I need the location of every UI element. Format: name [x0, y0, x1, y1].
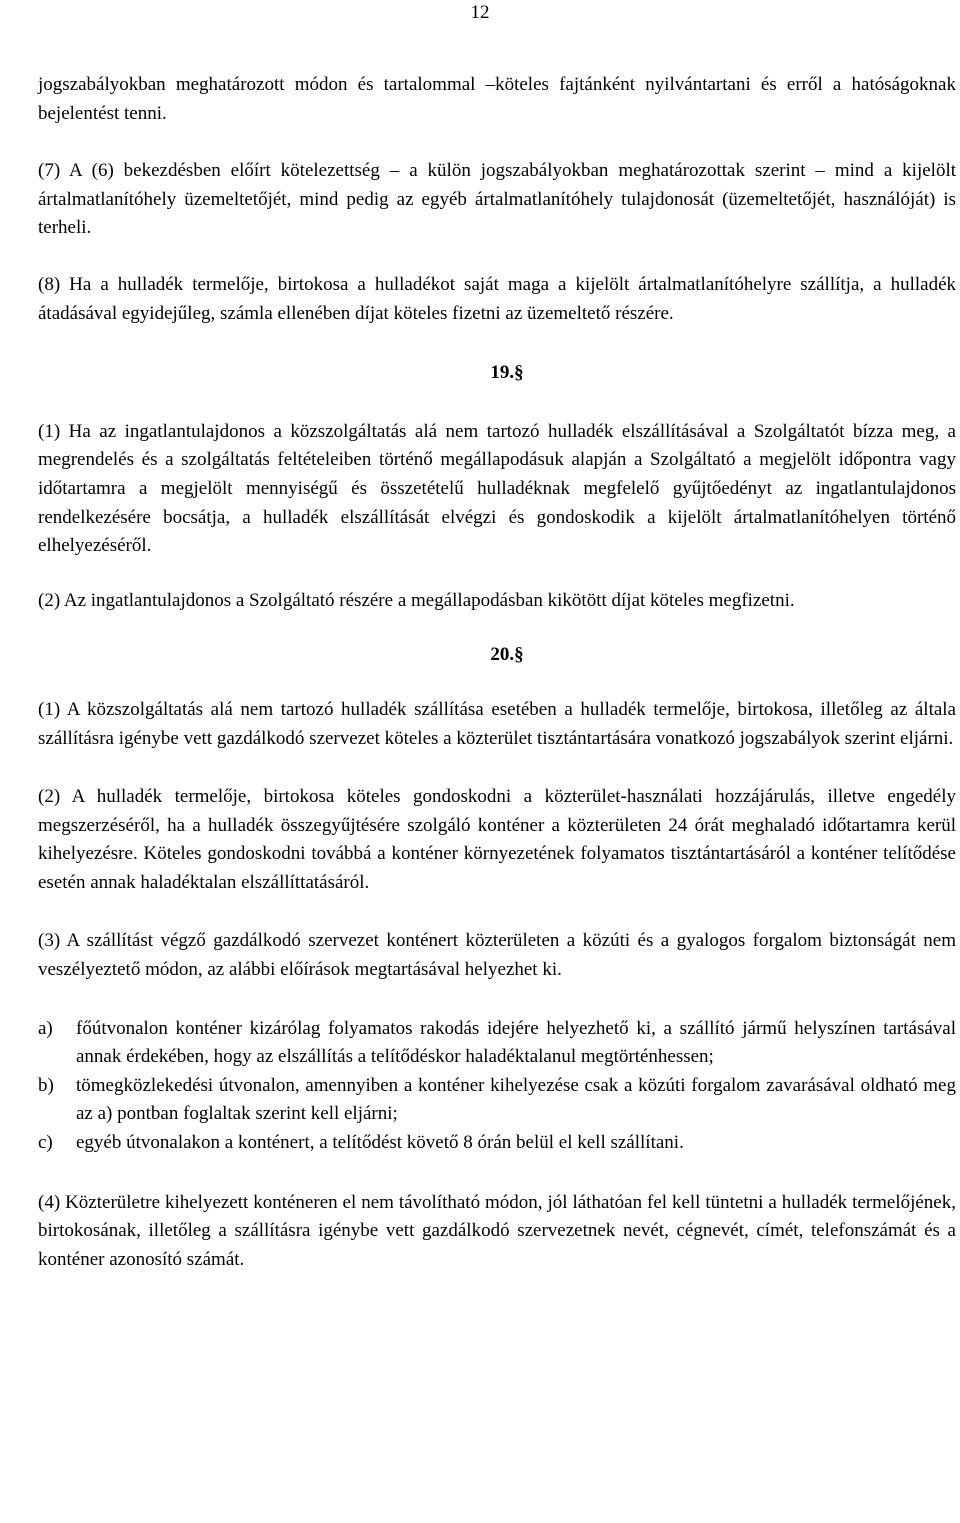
page-number: 12	[470, 2, 490, 23]
paragraph-7: (7) A (6) bekezdésben előírt kötelezettség – a külön jogszabályokban meghatározottak szerint – mind a kijelölt ártalmatlanítóhely üzemeltetőjét, mind pedig az egyéb ártalmatlanítóhely tulajdonosát (üzemeltetőjét, használóját) is terheli.	[38, 160, 956, 239]
section-20-paragraph-1: (1) A közszolgáltatás alá nem tartozó hulladék szállítása esetében a hulladék termelője, birtokosa, illetőleg az általa szállításra igénybe vett gazdálkodó szervezet köteles a közterület tisztántartására vonatkozó jogszabályok szerint eljárni.	[38, 698, 956, 749]
list-item-label: c)	[38, 1132, 53, 1154]
list-item-label: b)	[38, 1074, 54, 1096]
paragraph-8: (8) Ha a hulladék termelője, birtokosa a hulladékot saját maga a kijelölt ártalmatlanítóhelyre szállítja, a hulladék átadásával egyidejűleg, számla ellenében díjat köteles fizetni az üzemeltető részére.	[38, 273, 956, 324]
list-item	[38, 1072, 956, 1129]
section-20-paragraph-4: (4) Közterületre kihelyezett konténeren el nem távolítható módon, jól láthatóan fel kell tüntetni a hulladék termelőjének, birtokosának, illetőleg a szállításra igénybe vett gazdálkodó szervezetnek nevét, cégnevét, címét, telefonszámát és a konténer azonosító számát.	[38, 1191, 956, 1270]
list-item	[38, 1129, 956, 1158]
list-item-text: tömegközlekedési útvonalon, amennyiben a konténer kihelyezése csak a közúti forgalom zavarásával oldható meg az a) pontban foglaltak szerint kell eljárni;	[76, 1074, 956, 1125]
section-20-paragraph-3: (3) A szállítást végző gazdálkodó szervezet konténert közterületen a közúti és a gyalogos forgalom biztonságát nem veszélyeztető módon, az alábbi előírások megtartásával helyezhet ki.	[38, 930, 956, 981]
section-20-title: 20.§	[490, 644, 524, 666]
list-item-text: főútvonalon konténer kizárólag folyamatos rakodás idejére helyezhető ki, a szállító jármű helyszínen tartásával annak érdekében, hogy az elszállítás a telítődéskor haladéktalanul megtörténhessen;	[76, 1017, 956, 1068]
section-19-paragraph-2: (2) Az ingatlantulajdonos a Szolgáltató részére a megállapodásban kikötött díjat köteles megfizetni.	[38, 589, 795, 611]
document-body	[38, 71, 956, 1274]
list-item-text: egyéb útvonalakon a konténert, a telítődést követő 8 órán belül el kell szállítani.	[76, 1132, 684, 1154]
paragraph-continuation: jogszabályokban meghatározott módon és tartalommal –köteles fajtánként nyilvántartani és erről a hatóságoknak bejelentést tenni.	[38, 74, 956, 124]
list-item-label: a)	[38, 1017, 53, 1039]
section-19-paragraph-1: (1) Ha az ingatlantulajdonos a közszolgáltatás alá nem tartozó hulladék elszállításával a Szolgáltatót bízza meg, a megrendelés és a szolgáltatás feltételeiben történő megállapodásuk alapján a Szolgáltató a megjelölt időpontra vagy időtartamra a megjelölt mennyiségű és összetételű hulladéknak megfelelő gyűjtőedényt az ingatlantulajdonos rendelkezésére bocsátja, a hulladék elszállítását elvégzi és gondoskodik a kijelölt ártalmatlanítóhelyen történő elhelyezéséről.	[38, 420, 956, 557]
section-20-list	[38, 1015, 956, 1158]
section-19-title: 19.§	[490, 362, 524, 384]
list-item	[38, 1015, 956, 1072]
section-20-paragraph-2: (2) A hulladék termelője, birtokosa köteles gondoskodni a közterület-használati hozzájárulás, illetve engedély megszerzéséről, ha a hulladék összegyűjtésére szolgáló konténer a közterületen 24 órát meghaladó időtartamra kerül kihelyezésre. Köteles gondoskodni továbbá a konténer környezetének folyamatos tisztántartásáról a konténer telítődése esetén annak haladéktalan elszállíttatásáról.	[38, 786, 956, 893]
